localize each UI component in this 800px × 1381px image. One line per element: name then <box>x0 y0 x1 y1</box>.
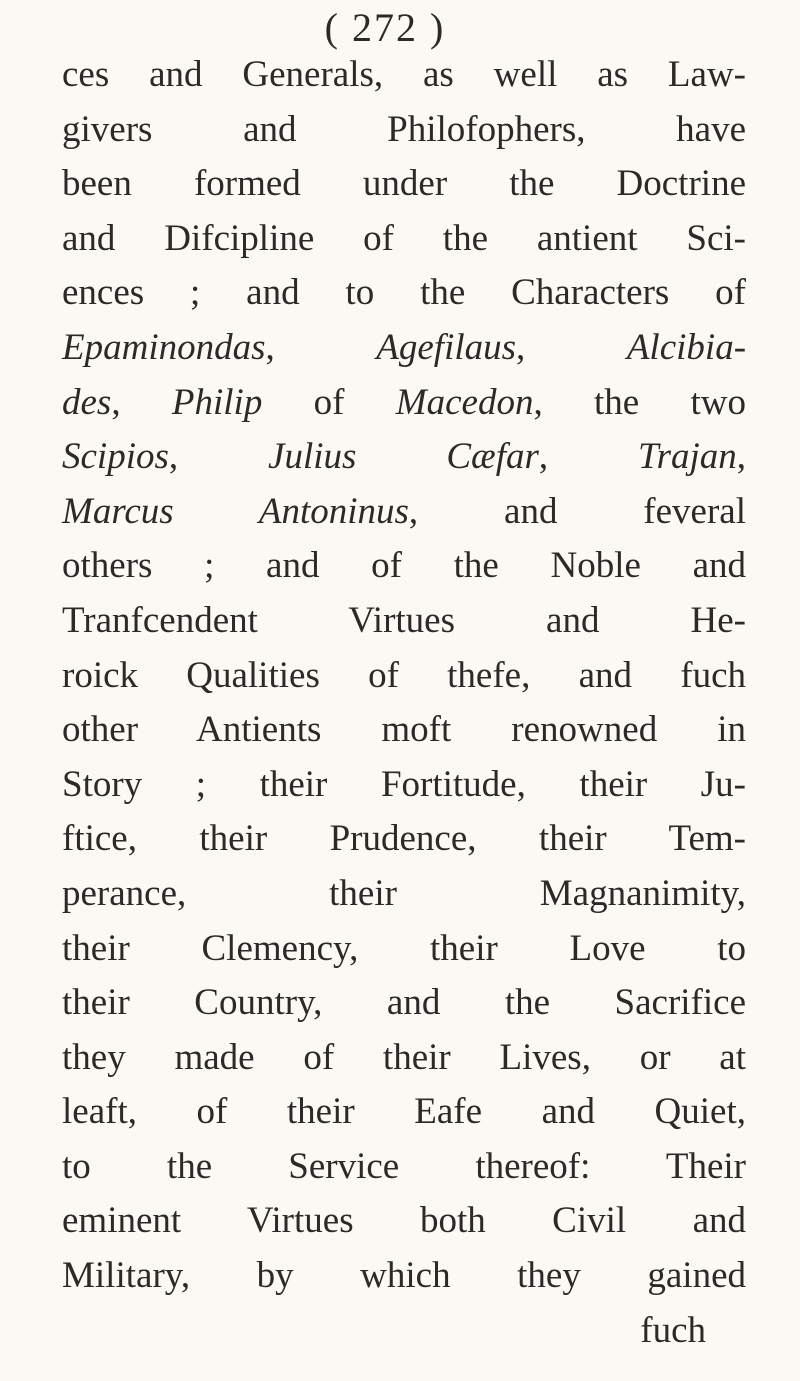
italic-name: des <box>62 381 112 423</box>
text-segment: , <box>538 436 639 478</box>
text-segment: , <box>736 436 746 478</box>
text-segment: to the Service thereof: Their <box>62 1145 746 1187</box>
text-line <box>62 430 746 485</box>
text-segment: Tranfcendent Virtues and He- <box>62 599 746 641</box>
text-line <box>62 48 746 103</box>
text-line <box>62 1140 746 1195</box>
text-segment: , <box>111 381 172 423</box>
text-line <box>62 103 746 158</box>
text-line <box>62 1249 746 1304</box>
text-segment: and Difcipline of the antient Sci- <box>62 217 746 259</box>
text-segment: others ; and of the Noble and <box>62 545 746 587</box>
text-line <box>62 539 746 594</box>
text-line <box>62 376 746 431</box>
text-segment: perance, their Magnanimity, <box>62 872 746 914</box>
italic-name: Agefilaus <box>376 326 517 368</box>
text-line <box>62 867 746 922</box>
text-line <box>62 266 746 321</box>
text-line <box>62 922 746 977</box>
text-line <box>62 649 746 704</box>
text-line <box>62 758 746 813</box>
italic-name: Alcibia- <box>626 326 747 368</box>
text-line <box>62 212 746 267</box>
text-line <box>62 703 746 758</box>
italic-name: Macedon <box>395 381 534 423</box>
text-segment: Military, by which they gained <box>62 1255 746 1297</box>
text-segment: , the two <box>533 381 747 423</box>
text-line <box>62 976 746 1031</box>
text-line <box>62 1194 746 1249</box>
text-segment: of <box>262 381 396 423</box>
page-number-header <box>0 4 800 51</box>
text-segment: their Country, and the Sacrifice <box>62 982 746 1024</box>
text-line <box>62 485 746 540</box>
italic-name: Julius Cæfar <box>268 436 539 478</box>
italic-name: Philip <box>171 381 263 423</box>
text-segment: roick Qualities of thefe, and fuch <box>62 654 746 696</box>
text-segment: fuch <box>640 1309 706 1351</box>
text-segment: ences ; and to the Characters of <box>62 272 746 314</box>
italic-name: Marcus Antoninus <box>62 490 409 532</box>
text-line <box>62 321 746 376</box>
catchword <box>62 1304 746 1359</box>
text-line <box>62 812 746 867</box>
text-segment: they made of their Lives, or at <box>62 1036 746 1078</box>
page-number: ( 272 ) <box>324 5 446 50</box>
text-segment: , <box>516 326 627 368</box>
text-segment: , <box>168 436 269 478</box>
text-line <box>62 594 746 649</box>
text-segment: , <box>265 326 377 368</box>
italic-name: Scipios <box>62 436 169 478</box>
text-line <box>62 157 746 212</box>
italic-name: Trajan <box>638 436 737 478</box>
text-segment: been formed under the Doctrine <box>62 163 746 205</box>
text-segment: ces and Generals, as well as Law- <box>62 54 746 95</box>
text-segment: givers and Philofophers, have <box>62 108 746 150</box>
text-segment: , and feveral <box>408 490 746 532</box>
text-segment: their Clemency, their Love to <box>62 927 746 969</box>
text-segment: eminent Virtues both Civil and <box>62 1200 746 1242</box>
text-segment: ftice, their Prudence, their Tem- <box>62 818 746 860</box>
text-line <box>62 1031 746 1086</box>
italic-name: Epaminondas <box>62 326 266 368</box>
text-segment: other Antients moft renowned in <box>62 709 746 751</box>
body-text <box>62 48 746 1358</box>
text-segment: Story ; their Fortitude, their Ju- <box>62 763 746 805</box>
text-line <box>62 1085 746 1140</box>
text-segment: leaft, of their Eafe and Quiet, <box>62 1091 746 1133</box>
